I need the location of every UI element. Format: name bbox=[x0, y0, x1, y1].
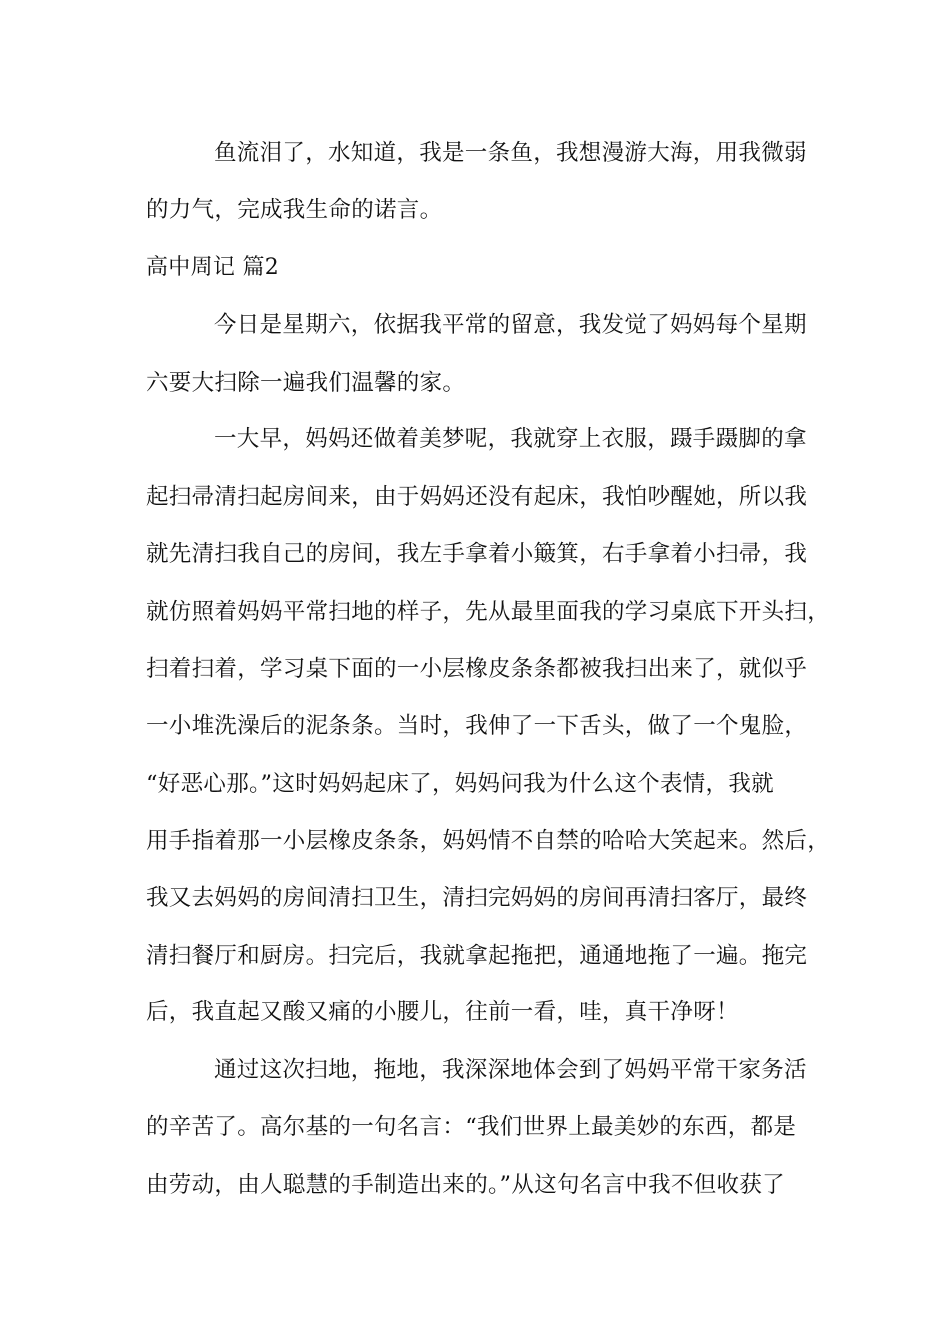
paragraph-2-line-2: 六要大扫除一遍我们温馨的家。 bbox=[146, 370, 466, 396]
paragraph-1-line-1: 鱼流泪了，水知道，我是一条鱼，我想漫游大海，用我微弱 bbox=[214, 140, 807, 166]
paragraph-3-line-9: 我又去妈妈的房间清扫卫生，清扫完妈妈的房间再清扫客厅，最终 bbox=[146, 885, 808, 911]
paragraph-3-line-8: 用手指着那一小层橡皮条条，妈妈情不自禁的哈哈大笑起来。然后， bbox=[146, 828, 831, 854]
paragraph-4-line-3: 由劳动，由人聪慧的手制造出来的。”从这句名言中我不但收获了 bbox=[146, 1172, 785, 1198]
paragraph-3-line-4: 就仿照着妈妈平常扫地的样子，先从最里面我的学习桌底下开头扫， bbox=[146, 599, 831, 625]
paragraph-4-line-2: 的辛苦了。高尔基的一句名言：“我们世界上最美妙的东西，都是 bbox=[146, 1114, 797, 1140]
paragraph-3-line-6: 一小堆洗澡后的泥条条。当时，我伸了一下舌头，做了一个鬼脸， bbox=[146, 713, 808, 739]
paragraph-2-line-1: 今日是星期六，依据我平常的留意，我发觉了妈妈每个星期 bbox=[214, 312, 807, 338]
paragraph-3-line-1: 一大早，妈妈还做着美梦呢，我就穿上衣服，蹑手蹑脚的拿 bbox=[214, 426, 807, 452]
paragraph-3-line-5: 扫着扫着，学习桌下面的一小层橡皮条条都被我扫出来了，就似乎 bbox=[146, 656, 808, 682]
paragraph-3-line-3: 就先清扫我自己的房间，我左手拿着小簸箕，右手拿着小扫帚，我 bbox=[146, 541, 808, 567]
paragraph-3-line-10: 清扫餐厅和厨房。扫完后，我就拿起拖把，通通地拖了一遍。拖完 bbox=[146, 943, 808, 969]
paragraph-4-line-1: 通过这次扫地，拖地，我深深地体会到了妈妈平常干家务活 bbox=[214, 1057, 807, 1083]
paragraph-3-line-7: “好恶心那。”这时妈妈起床了，妈妈问我为什么这个表情，我就 bbox=[146, 771, 774, 797]
section-heading: 高中周记 篇2 bbox=[146, 255, 280, 280]
paragraph-1-line-2: 的力气，完成我生命的诺言。 bbox=[146, 197, 443, 223]
paragraph-3-line-2: 起扫帚清扫起房间来，由于妈妈还没有起床，我怕吵醒她，所以我 bbox=[146, 484, 808, 510]
paragraph-3-line-11: 后，我直起又酸又痛的小腰儿，往前一看，哇，真干净呀！ bbox=[146, 999, 739, 1025]
